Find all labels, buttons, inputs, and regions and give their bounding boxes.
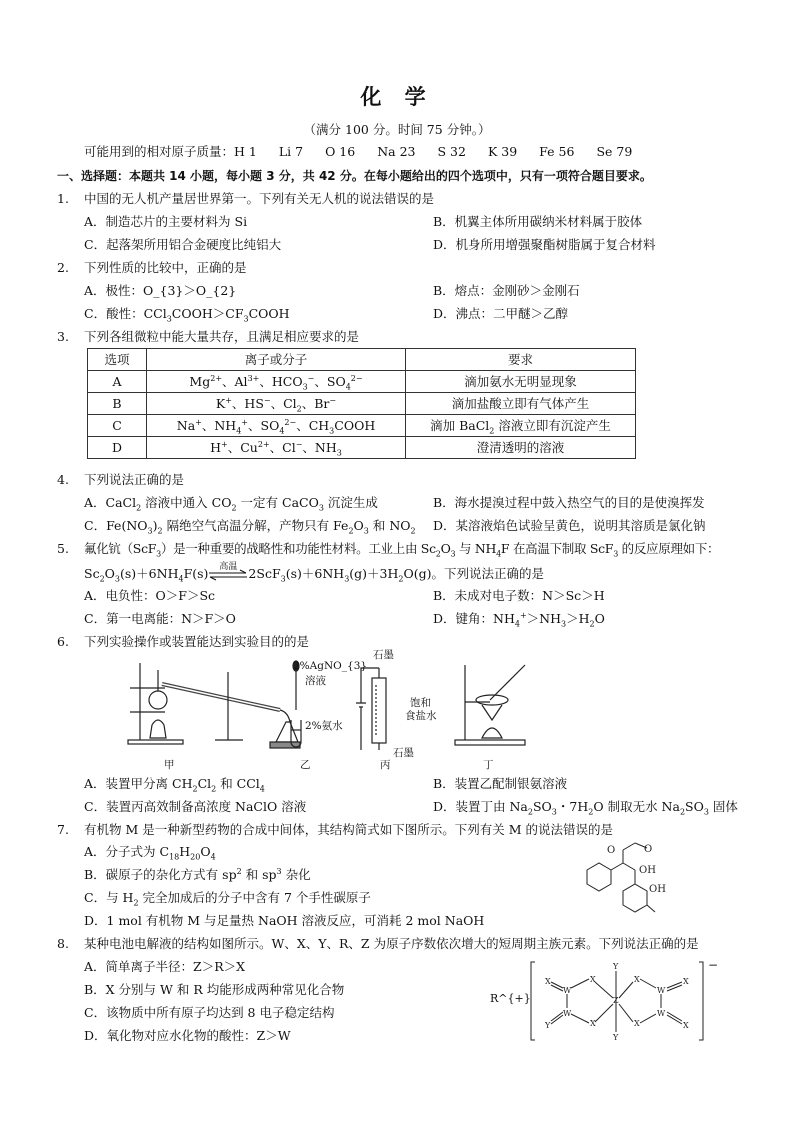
question-number: 8.: [57, 936, 69, 951]
table-header: [88, 349, 636, 371]
question-stem: 氟化钪（ScF$_3$）是一种重要的战略性和功能性材料。工业上由 $Sc_2O_3$ 与 $NH_4F$ 在高温下制取 ScF$_3$ 的反应原理如下：: [84, 541, 720, 559]
exam-info: （满分 100 分。时间 75 分钟。）: [303, 122, 491, 137]
table-row: [88, 393, 636, 415]
table-row: [88, 371, 636, 393]
cell: 滴加氨水无明显现象: [406, 371, 636, 393]
svg-text:W: W: [657, 986, 666, 995]
electrolysis-cell: [356, 668, 386, 750]
cell: 滴加 BaCl$_2$ 溶液立即有沉淀产生: [406, 415, 636, 437]
svg-text:W: W: [563, 1009, 572, 1018]
cell: 滴加盐酸立即有气体产生: [406, 393, 636, 415]
svg-text:X: X: [545, 977, 551, 986]
reaction-equation: [84, 561, 544, 584]
question-stem: 有机物 M 是一种新型药物的合成中间体，其结构简式如下图所示。下列有关 M 的说法错误的是: [84, 822, 613, 837]
mass: S 32: [437, 144, 466, 159]
question-number: 7.: [57, 822, 69, 837]
svg-text:X: X: [683, 977, 689, 986]
atom-label: OH: [639, 865, 656, 876]
equation-reactants: $Sc_2O_3(s)+6NH_4F(s)$: [84, 566, 209, 584]
option-c: C．$Fe(NO_3)_2$ 隔绝空气高温分解，产物只有 $Fe_2O_3$ 和 $NO_2$: [84, 518, 416, 536]
option-a: A．CaCl$_2$ 溶液中通入 $CO_2$ 一定有 CaCO$_3$ 沉淀生成: [84, 495, 378, 513]
header-cell: 要求: [406, 349, 636, 371]
evaporation-apparatus: [455, 665, 525, 745]
option-b: B．X 分别与 W 和 R 均能形成两种常见化合物: [84, 982, 345, 997]
mass: K 39: [487, 144, 518, 159]
cell: H+、$Cu^{2+}$、Cl−、$NH_3$: [147, 437, 406, 459]
option-a: A．制造芯片的主要材料为 Si: [84, 214, 248, 229]
label-ammonia: 2%氨水: [305, 720, 343, 732]
question-stem: 下列实验操作或装置能达到实验目的的是: [84, 634, 310, 649]
figure-label-yi: 乙: [300, 759, 311, 771]
equation-products: $2ScF_3(s)+6NH_3(g)+3H_2O(g)$。下列说法正确的是: [248, 566, 544, 584]
question-number: 3.: [57, 329, 69, 344]
question-stem: 中国的无人机产量居世界第一。下列有关无人机的说法错误的是: [84, 191, 435, 206]
question-number: 6.: [57, 634, 69, 649]
option-d: D．沸点：二甲醚＞乙醇: [433, 306, 569, 321]
option-b: B．碳原子的杂化方式有 $sp^2$ 和 $sp^3$ 杂化: [84, 866, 311, 882]
test-tube-dropper: [291, 661, 301, 747]
question-stem: 下列说法正确的是: [84, 472, 185, 487]
cell: Na+、$NH_4^+$、$SO_4^{2-}$、$CH_3COOH$: [147, 415, 406, 437]
option-b: B．装置乙配制银氨溶液: [433, 776, 568, 791]
atom-label: OH: [649, 884, 666, 895]
atom-label: O: [644, 844, 653, 855]
cell: C: [88, 415, 147, 437]
label-agno3: 2%AgNO_{3}: [293, 660, 368, 672]
label-brine: 饱和: [410, 697, 431, 709]
svg-text:W: W: [657, 1009, 666, 1018]
mass: Fe 56: [539, 144, 575, 159]
option-b: B．未成对电子数：N＞Sc＞H: [433, 588, 605, 603]
anion-charge: −: [708, 958, 719, 972]
svg-text:Y: Y: [613, 962, 619, 971]
option-d: D．键角：$NH_4^+>NH_3>H_2O$: [433, 610, 605, 629]
question-stem: 某种电池电解液的结构如图所示。W、X、Y、R、Z 为原子序数依次增大的短周期主族元素。下列说法正确的是: [84, 936, 699, 951]
mass: O 16: [325, 144, 356, 159]
figure-label-jia: 甲: [164, 759, 175, 771]
option-c: C．起落架所用铝合金硬度比纯铝大: [84, 237, 282, 252]
label-graphite-top: 石墨: [373, 649, 394, 661]
header-cell: 选项: [88, 349, 147, 371]
cell: K+、HS−、$Cl_2$、Br−: [147, 393, 406, 415]
svg-text:Z: Z: [613, 996, 619, 1005]
table-row: [88, 415, 636, 437]
masses-label: 可能用到的相对原子质量：: [84, 144, 235, 159]
option-d: D．某溶液焰色试验呈黄色，说明其溶质是氯化钠: [433, 518, 706, 533]
option-c: C．第一电离能：N＞F＞O: [84, 611, 236, 626]
header-cell: 离子或分子: [147, 349, 406, 371]
option-c: C．装置丙高效制备高浓度 NaClO 溶液: [84, 799, 307, 814]
option-a: A．分子式为 $C_{18}H_{20}O_4$: [84, 844, 216, 862]
label-brine: 食盐水: [405, 710, 437, 722]
question-stem: 下列性质的比较中，正确的是: [84, 260, 247, 275]
svg-text:X: X: [590, 975, 596, 984]
option-a: A．装置甲分离 $CH_2Cl_2$ 和 CCl$_4$: [84, 776, 265, 794]
svg-text:X: X: [634, 975, 640, 984]
svg-text:X: X: [590, 1019, 596, 1028]
molecule-m-structure: [575, 840, 690, 925]
cell: 澄清透明的溶液: [406, 437, 636, 459]
figure-label-bing: 丙: [380, 759, 391, 771]
mass: Na 23: [377, 144, 416, 159]
cell: A: [88, 371, 147, 393]
option-c: C．酸性：$CCl_3COOH>CF_3COOH$: [84, 306, 290, 324]
ion-table: [87, 348, 636, 459]
atom-label: O: [607, 845, 616, 856]
option-d: D．氧化物对应水化物的酸性：Z＞W: [84, 1028, 291, 1043]
reaction-condition: 高温: [219, 561, 238, 572]
option-a: A．简单离子半径：Z＞R＞X: [84, 959, 246, 974]
reversible-arrow-icon: [208, 561, 248, 582]
figure-label-ding: 丁: [483, 759, 494, 771]
cell: D: [88, 437, 147, 459]
option-d: D．装置丁由 $Na_2SO_3$・$7H_2O$ 制取无水 $Na_2SO_3$ 固体: [433, 799, 738, 817]
option-b: B．熔点：金刚砂＞金刚石: [433, 283, 580, 298]
option-d: D．机身所用增强聚酯树脂属于复合材料: [433, 237, 656, 252]
option-a: A．电负性：O＞F＞Sc: [84, 588, 216, 603]
cation-label: R^{+}: [490, 992, 531, 1005]
option-c: C．与 $H_2$ 完全加成后的分子中含有 7 个手性碳原子: [84, 890, 371, 908]
svg-text:X: X: [683, 1021, 689, 1030]
option-c: C．该物质中所有原子均达到 8 电子稳定结构: [84, 1005, 335, 1020]
svg-text:Y: Y: [613, 1033, 619, 1042]
svg-text:X: X: [634, 1019, 640, 1028]
section-heading: 一、选择题：本题共 14 小题，每小题 3 分，共 42 分。在每小题给出的四个选项中，只有一项符合题目要求。: [57, 169, 652, 183]
distillation-apparatus: [128, 663, 300, 748]
question-stem: 下列各组微粒中能大量共存，且满足相应要求的是: [84, 329, 360, 344]
option-b: B．海水提溴过程中鼓入热空气的目的是使溴挥发: [433, 495, 705, 510]
question-number: 1.: [57, 191, 69, 206]
question-number: 2.: [57, 260, 69, 275]
page-title: 化 学: [360, 84, 434, 109]
svg-text:Y: Y: [545, 1021, 551, 1030]
cell: B: [88, 393, 147, 415]
svg-text:W: W: [563, 986, 572, 995]
option-d: D．1 mol 有机物 M 与足量热 NaOH 溶液反应，可消耗 2 mol NaOH: [84, 913, 485, 928]
electrolyte-structure: [527, 960, 707, 1045]
question-number: 4.: [57, 472, 69, 487]
mass: Se 79: [596, 144, 633, 159]
option-a: A．极性：O_{3}＞O_{2}: [84, 283, 237, 298]
atomic-masses: [84, 143, 632, 161]
cell: $Mg^{2+}$、$Al^{3+}$、$HCO_3^-$、$SO_4^{2-}$: [147, 371, 406, 393]
mass: Li 7: [278, 144, 304, 159]
label-solution: 溶液: [305, 675, 326, 687]
label-graphite-bottom: 石墨: [393, 747, 414, 759]
table-row: [88, 437, 636, 459]
option-b: B．机翼主体所用碳纳米材料属于胶体: [433, 214, 643, 229]
mass: H 1: [234, 144, 257, 159]
question-number: 5.: [57, 541, 69, 556]
